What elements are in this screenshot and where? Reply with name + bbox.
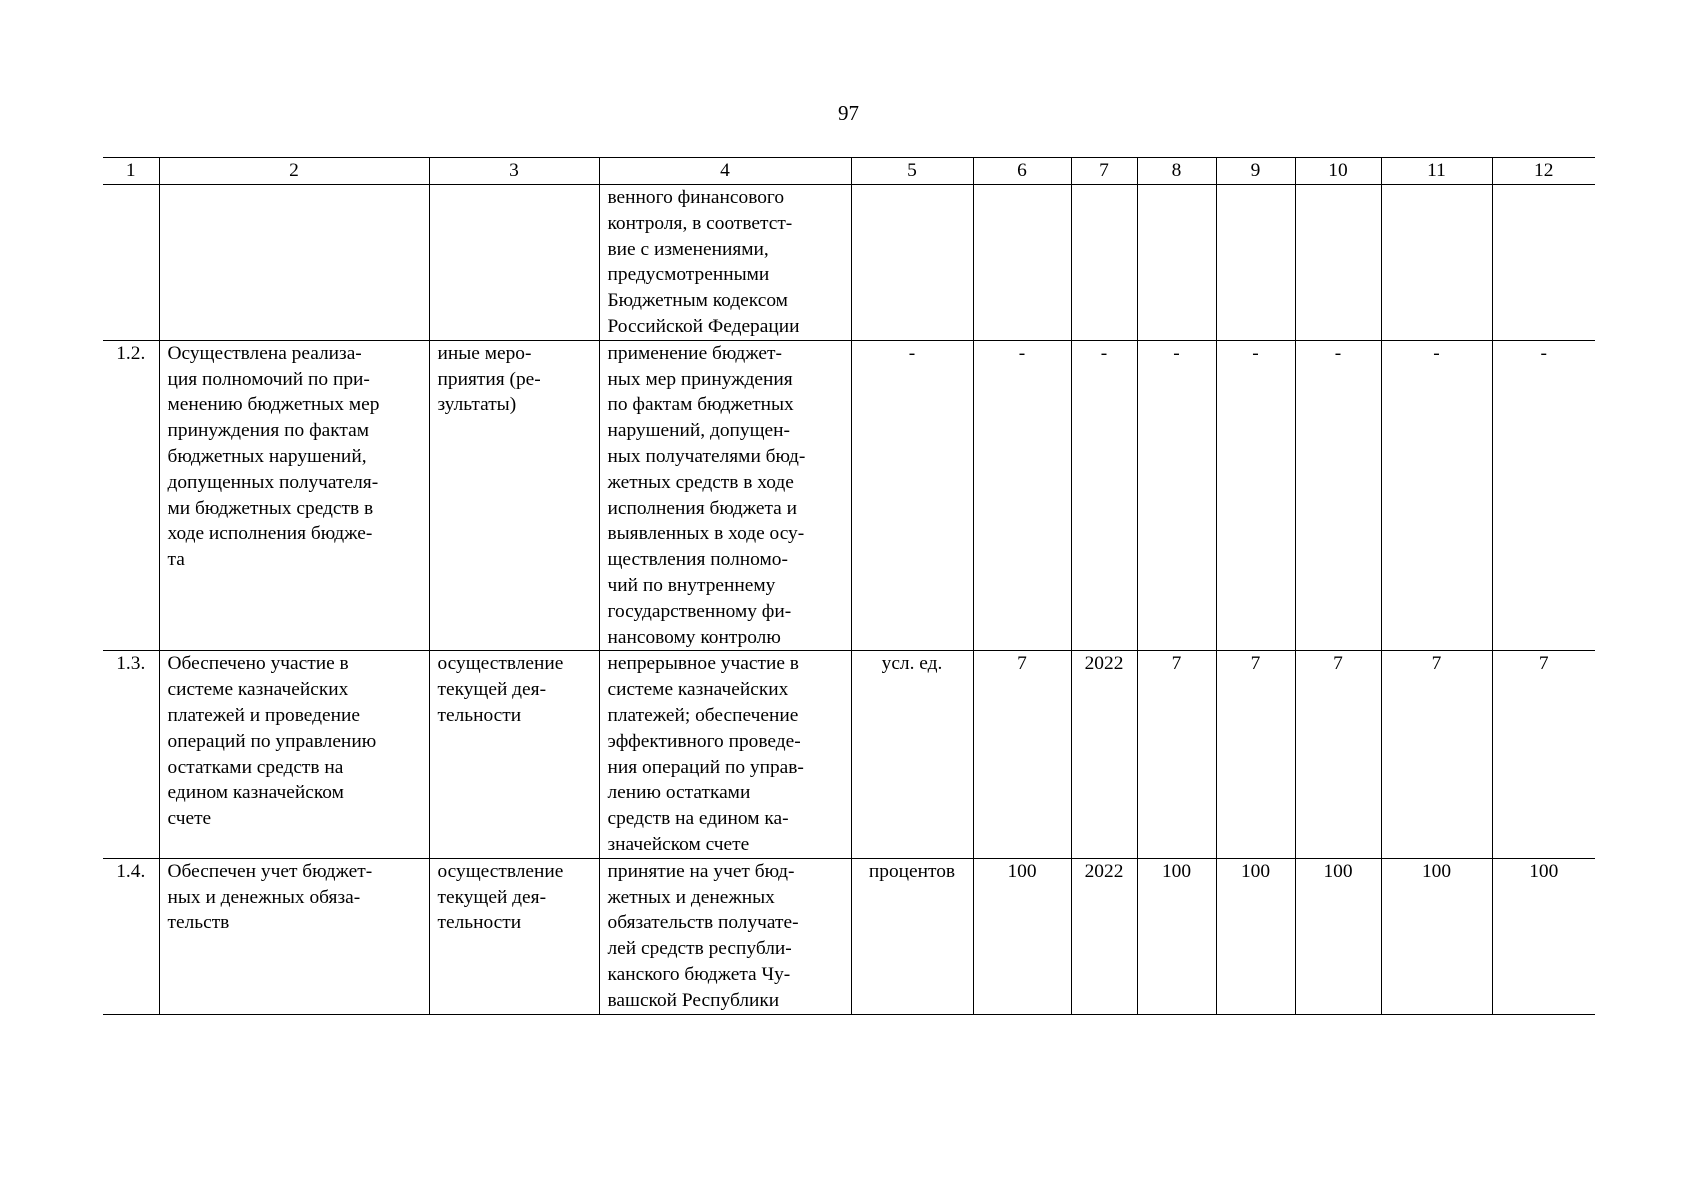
value-cell: - [1071,340,1137,651]
value-cell: 7 [1137,651,1216,858]
value-cell: 100 [1381,858,1492,1014]
unit-cell: усл. ед. [851,651,973,858]
column-header: 8 [1137,158,1216,185]
value-cell [1071,185,1137,341]
value-cell [1295,185,1381,341]
indicators-table [103,157,1595,1015]
result-name: Осуществлена реализа- ция полномочий по при- менению бюджетных мер принуждения по фактам бюджетных нарушений, допущенных получателя- ми бюджетных средств в ходе исполнения бюдже- та [159,340,429,651]
result-description: принятие на учет бюд- жетных и денежных обязательств получате- лей средств республи- канского бюджета Чу- вашской Республики [599,858,851,1014]
value-cell: 7 [973,651,1071,858]
column-header: 3 [429,158,599,185]
row-number: 1.3. [103,651,159,858]
result-name [159,185,429,341]
value-cell [1492,185,1595,341]
value-cell [1137,185,1216,341]
column-header: 9 [1216,158,1295,185]
unit-cell [851,185,973,341]
value-cell: 2022 [1071,858,1137,1014]
value-cell: - [1492,340,1595,651]
result-name: Обеспечено участие в системе казначейских платежей и проведение операций по управлению остатками средств на едином казначейском счете [159,651,429,858]
value-cell [973,185,1071,341]
value-cell: 7 [1492,651,1595,858]
result-description: применение бюджет- ных мер принуждения по фактам бюджетных нарушений, допущен- ных получателями бюд- жетных средств в ходе исполнения бюджета и выявленных в ходе осу- ществления полномо- чий по внутреннему государственному фи- нансовому контролю [599,340,851,651]
result-type: иные меро- приятия (ре- зультаты) [429,340,599,651]
row-number: 1.4. [103,858,159,1014]
column-header: 1 [103,158,159,185]
column-header: 6 [973,158,1071,185]
result-type: осуществление текущей дея- тельности [429,651,599,858]
table-row-1-2 [103,340,1595,651]
page-number: 97 [838,101,859,125]
value-cell: 7 [1216,651,1295,858]
value-cell: - [1381,340,1492,651]
value-cell: - [1216,340,1295,651]
column-header: 10 [1295,158,1381,185]
column-header: 2 [159,158,429,185]
result-description: непрерывное участие в системе казначейских платежей; обеспечение эффективного проведе- ния операций по управ- лению остатками средств на едином ка- значейском счете [599,651,851,858]
table-row-continuation [103,185,1595,341]
result-type [429,185,599,341]
value-cell: - [1137,340,1216,651]
value-cell: - [973,340,1071,651]
value-cell: 100 [973,858,1071,1014]
result-name: Обеспечен учет бюджет- ных и денежных обяза- тельств [159,858,429,1014]
value-cell: - [1295,340,1381,651]
row-number: 1.2. [103,340,159,651]
row-number [103,185,159,341]
column-header: 12 [1492,158,1595,185]
unit-cell: - [851,340,973,651]
unit-cell: процентов [851,858,973,1014]
column-header: 11 [1381,158,1492,185]
value-cell: 7 [1381,651,1492,858]
column-header: 4 [599,158,851,185]
value-cell: 100 [1216,858,1295,1014]
result-description: венного финансового контроля, в соответст- вие с изменениями, предусмотренными Бюджетным кодексом Российской Федерации [599,185,851,341]
result-type: осуществление текущей дея- тельности [429,858,599,1014]
value-cell: 100 [1492,858,1595,1014]
table-row-1-4 [103,858,1595,1014]
value-cell: 100 [1137,858,1216,1014]
value-cell: 100 [1295,858,1381,1014]
column-numbers-header [103,158,1595,185]
value-cell: 2022 [1071,651,1137,858]
value-cell: 7 [1295,651,1381,858]
column-header: 5 [851,158,973,185]
value-cell [1216,185,1295,341]
table-row-1-3 [103,651,1595,858]
value-cell [1381,185,1492,341]
column-header: 7 [1071,158,1137,185]
